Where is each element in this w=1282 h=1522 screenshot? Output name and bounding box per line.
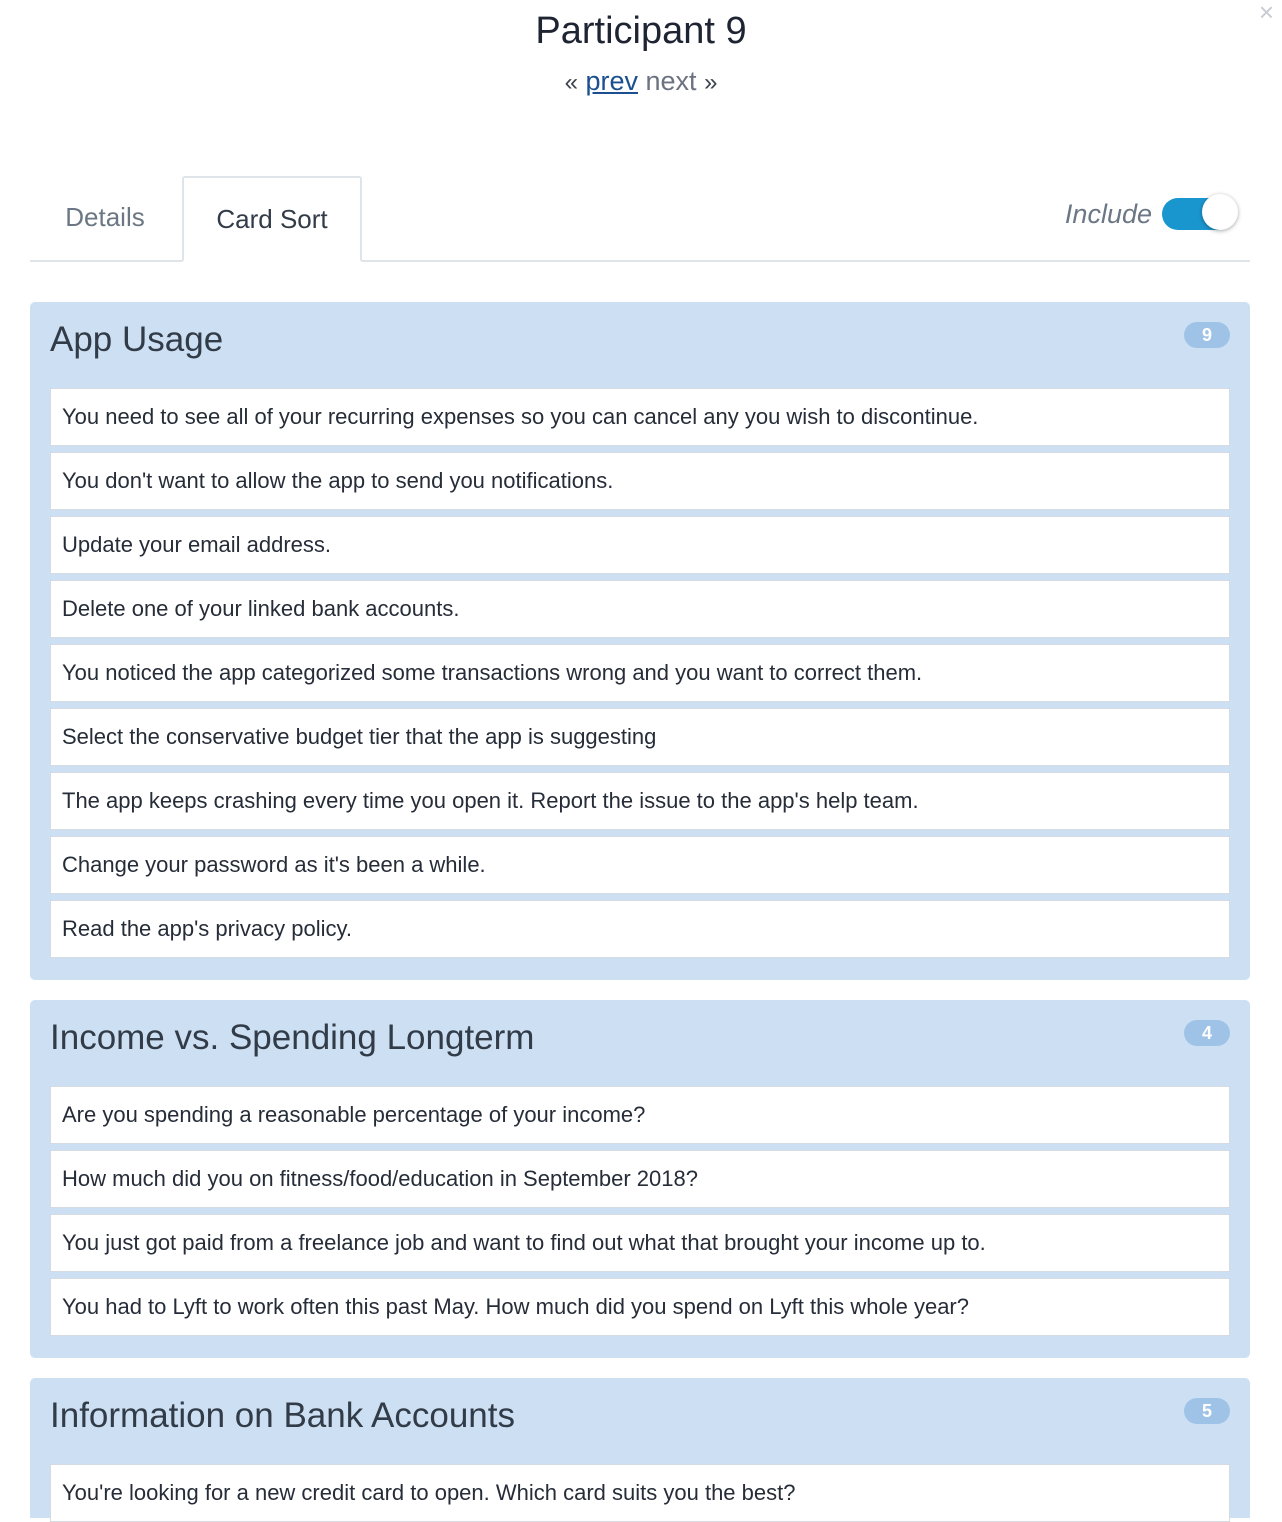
card-count-badge: 4 bbox=[1184, 1020, 1230, 1046]
category-title: Income vs. Spending Longterm bbox=[50, 1018, 535, 1057]
next-arrow-icon: » bbox=[704, 69, 718, 96]
close-icon[interactable]: × bbox=[1258, 0, 1274, 27]
card-item: How much did you on fitness/food/education in September 2018? bbox=[50, 1150, 1230, 1208]
tab-card-sort[interactable]: Card Sort bbox=[182, 176, 362, 262]
prev-link[interactable]: prev bbox=[585, 66, 638, 96]
toggle-knob bbox=[1202, 194, 1238, 230]
card-item: Read the app's privacy policy. bbox=[50, 900, 1230, 958]
card-item: Update your email address. bbox=[50, 516, 1230, 574]
card-item: Select the conservative budget tier that the app is suggesting bbox=[50, 708, 1230, 766]
card-item: Change your password as it's been a while. bbox=[50, 836, 1230, 894]
card-count-badge: 5 bbox=[1184, 1398, 1230, 1424]
category-title: App Usage bbox=[50, 320, 224, 359]
card-item: Are you spending a reasonable percentage of your income? bbox=[50, 1086, 1230, 1144]
page-title: Participant 9 bbox=[535, 10, 747, 52]
category-group-income-vs-spending bbox=[30, 1000, 1250, 1358]
include-toggle[interactable] bbox=[1162, 198, 1234, 230]
card-item: The app keeps crashing every time you open it. Report the issue to the app's help team. bbox=[50, 772, 1230, 830]
participant-pager bbox=[0, 66, 1282, 97]
category-group-app-usage bbox=[30, 302, 1250, 980]
prev-arrow-icon: « bbox=[564, 69, 578, 96]
card-item: You noticed the app categorized some transactions wrong and you want to correct them. bbox=[50, 644, 1230, 702]
next-link[interactable]: next bbox=[645, 66, 697, 96]
include-control bbox=[1065, 198, 1234, 230]
tab-details[interactable]: Details bbox=[65, 202, 145, 232]
card-item: You don't want to allow the app to send you notifications. bbox=[50, 452, 1230, 510]
card-item: You had to Lyft to work often this past May. How much did you spend on Lyft this whole year? bbox=[50, 1278, 1230, 1336]
category-title: Information on Bank Accounts bbox=[50, 1396, 515, 1435]
card-count-badge: 9 bbox=[1184, 322, 1230, 348]
tab-bar bbox=[30, 176, 1250, 262]
card-item: You just got paid from a freelance job and want to find out what that brought your income up to. bbox=[50, 1214, 1230, 1272]
category-group-bank-accounts bbox=[30, 1378, 1250, 1518]
include-label: Include bbox=[1064, 198, 1152, 229]
card-item: You need to see all of your recurring expenses so you can cancel any you wish to discontinue. bbox=[50, 388, 1230, 446]
card-item: Delete one of your linked bank accounts. bbox=[50, 580, 1230, 638]
card-item: You're looking for a new credit card to open. Which card suits you the best? bbox=[50, 1464, 1230, 1522]
